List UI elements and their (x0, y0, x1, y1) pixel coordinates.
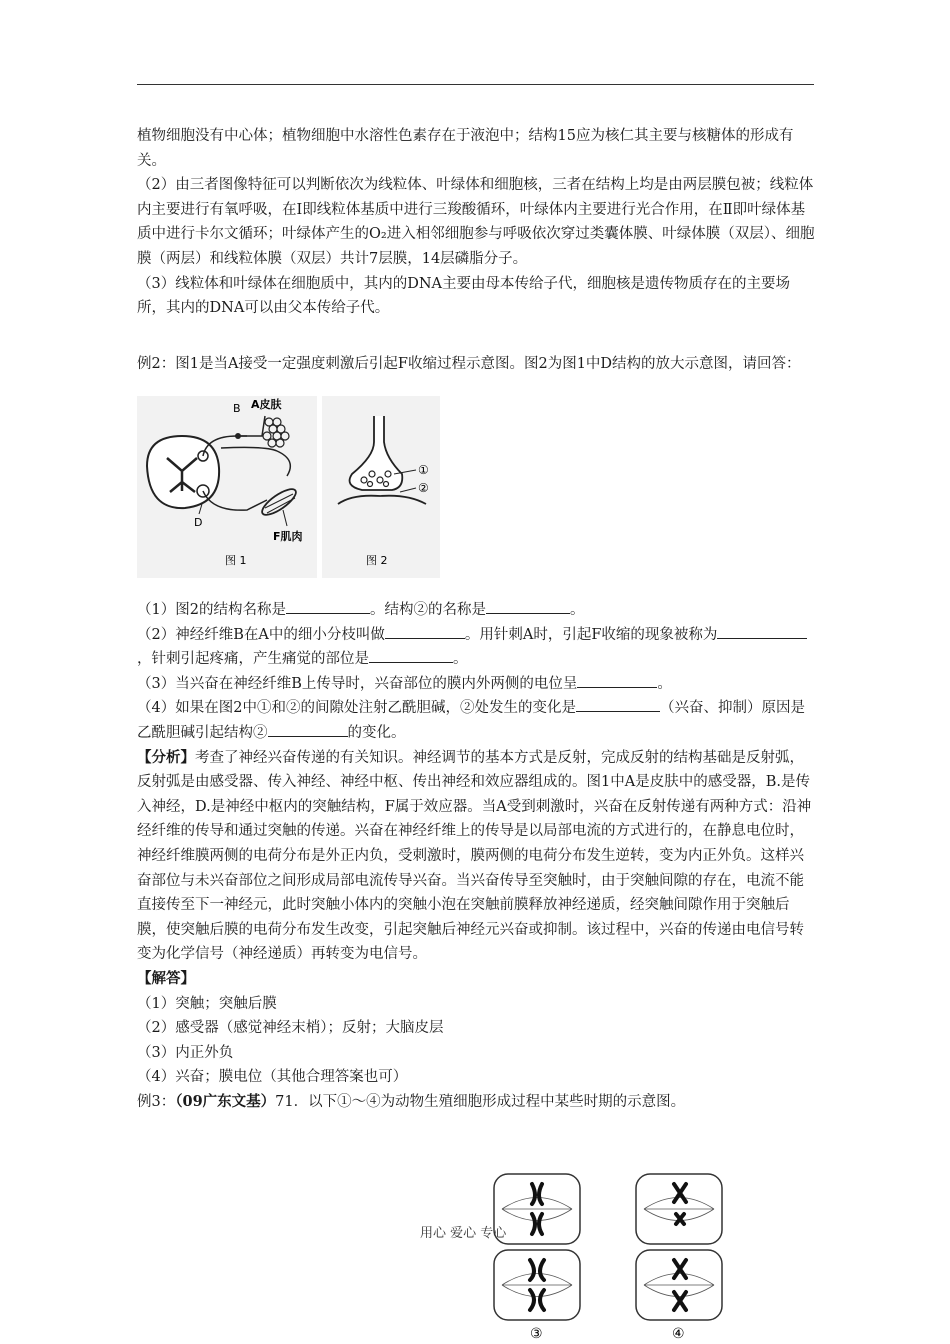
paragraph-dna: （3）线粒体和叶绿体在细胞质中，其内的DNA主要由母本传给子代，细胞核是遗传物质存在的主要场所，其内的DNA可以由父本传给子代。 (137, 275, 791, 317)
answer-blank[interactable] (385, 624, 465, 639)
analysis-paragraph (137, 746, 817, 967)
question-1: （1）图2的结构名称是 。结构②的名称是 。 (137, 598, 817, 623)
label-b: B (233, 402, 241, 415)
answer-blank[interactable] (369, 648, 453, 663)
figure-1-reflex-arc (137, 396, 317, 578)
label-f-muscle: F肌肉 (273, 530, 303, 543)
answer-blank[interactable] (268, 722, 348, 737)
page-footer: 用心 爱心 专心 (420, 1226, 507, 1241)
answer-blank[interactable] (717, 624, 807, 639)
answer-blank[interactable] (486, 599, 570, 614)
example2-questions (137, 598, 817, 1114)
question-2: （2）神经纤维B在A中的细小分枝叫做 。用针刺A时，引起F收缩的现象被称为，针刺引起疼痛，产生痛觉的部位是 。 (137, 623, 817, 672)
example3-stem: 例3：（09广东文基）71．以下①～④为动物生殖细胞形成过程中某些时期的示意图。 (137, 1092, 686, 1110)
answer-blank[interactable] (577, 673, 657, 688)
header-rule (137, 84, 814, 85)
analysis-tag: 【分析】 (137, 748, 195, 766)
answer-4: （4）兴奋；膜电位（其他合理答案也可） (137, 1069, 408, 1086)
analysis-text: 考查了神经兴奋传递的有关知识。神经调节的基本方式是反射，完成反射的结构基础是反射弧，反射弧是由感受器、传入神经、神经中枢、传出神经和效应器组成的。图1中A是皮肤中的感受器，B.是传入神经，D.是神经中枢内的突触结构，F属于效应器。当A受到刺激时，兴奋在反射传递有两种方式：沿神经纤维的传导和通过突触的传递。兴奋在神经纤维上的传导是以局部电流的方式进行的，在静息电位时，神经纤维膜两侧的电荷分布是外正内负，受刺激时，膜两侧的电荷分布发生逆转，变为内正外负。这样兴奋部位与未兴奋部位之间形成局部电流传导兴奋。当兴奋传导至突触时，由于突触间隙的存在，电流不能直接传至下一神经元，此时突触小体内的突触小泡在突触前膜释放神经递质，经突触间隙作用于突触后膜，使突触后膜的电荷分布发生改变，引起突触后神经元兴奋或抑制。该过程中，兴奋的传递由电信号转变为化学信号（神经递质）再转变为电信号。 (137, 749, 812, 963)
answer-blank[interactable] (576, 697, 660, 712)
example2-stem (137, 352, 817, 377)
figure-2-synapse (322, 396, 440, 578)
figure-cell-division (490, 1168, 730, 1344)
cell-label-3: ③ (530, 1326, 543, 1342)
label-structure-1: ① (418, 463, 429, 477)
question-3: （3）当兴奋在神经纤维B上传导时，兴奋部位的膜内外两侧的电位呈 。 (137, 672, 817, 697)
label-d: D (194, 516, 203, 529)
answer-1: （1）突触；突触后膜 (137, 995, 277, 1012)
figure-1-caption: 图 1 (225, 554, 247, 567)
paragraph-plant-cell: 植物细胞没有中心体；植物细胞中水溶性色素存在于液泡中；结构15应为核仁其主要与核糖体的形成有关。 (137, 128, 794, 169)
figure-2-caption: 图 2 (366, 554, 388, 567)
answer-3: （3）内正外负 (137, 1044, 234, 1061)
example2-stem-text: 例2：图1是当A接受一定强度刺激后引起F收缩过程示意图。图2为图1中D结构的放大示意图，请回答： (137, 356, 801, 372)
answer-blank[interactable] (286, 599, 370, 614)
example3-source: （09广东文基） (175, 1092, 276, 1110)
answer-tag: 【解答】 (137, 969, 195, 987)
cell-label-4: ④ (672, 1326, 685, 1342)
analysis-continuation (137, 124, 817, 321)
question-4: （4）如果在图2中①和②的间隙处注射乙酰胆碱，②处发生的变化是 （兴奋、抑制）原因是乙酰胆碱引起结构② 的变化。 (137, 696, 817, 745)
answer-2: （2）感受器（感觉神经末梢）；反射；大脑皮层 (137, 1020, 444, 1037)
label-a-skin: A皮肤 (251, 398, 282, 411)
label-structure-2: ② (418, 481, 429, 495)
paragraph-organelles: （2）由三者图像特征可以判断依次为线粒体、叶绿体和细胞核，三者在结构上均是由两层膜包被；线粒体内主要进行有氧呼吸，在Ⅰ即线粒体基质中进行三羧酸循环，叶绿体内主要进行光合作用，在Ⅱ即叶绿体基质中进行卡尔文循环；叶绿体产生的O₂进入相邻细胞参与呼吸依次穿过类囊体膜、叶绿体膜（双层）、细胞膜（两层）和线粒体膜（双层）共计7层膜，14层磷脂分子。 (137, 177, 815, 267)
